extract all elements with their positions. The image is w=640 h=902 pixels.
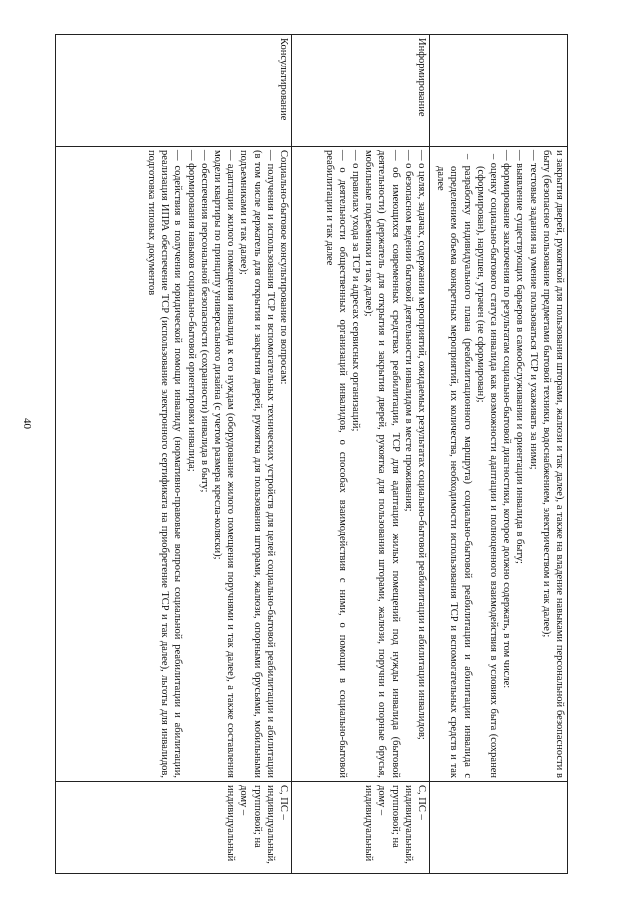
service-content-cell bbox=[56, 147, 292, 782]
content-line: — адаптации жилого помещения инвалида к его нуждам (оборудование жилого помещения поручнями и так далее), а также составления модели квартиры по принципу универсального дизайна (с учетом размера кресла-коляски); bbox=[211, 150, 237, 778]
content-line: и закрытия дверей, рукояткой для пользования шторами, жалюзи и так далее), а также на владение навыками персональной безопасности в быту (безопасное пользование предметами бытовой техники, водоснабжением, электричеством и так далее); bbox=[540, 150, 565, 778]
service-name-cell: Информирование bbox=[292, 35, 430, 147]
service-name-cell: Консультирование bbox=[56, 35, 292, 147]
content-line: — содействия в получении юридической помощи инвалиду (нормативно-правовые вопросы социальной реабилитации и абилитации, реализация ИПРА обеспечение ТСР (использование электронного сертификата на приобретение ТСР и так далее), льготы для инвалидов, подготовка типовых документов bbox=[145, 150, 184, 778]
content-line: — формирование заключения по результатам социально-бытовой диагностики, которое должно содержать, в том числе: bbox=[501, 150, 513, 689]
page-number: 40 bbox=[21, 418, 33, 429]
content-line: — получения и использования ТСР и вспомогательных технических устройств для целей социально-бытовой реабилитации и абилитации (в том числе держатель для открытия и закрытия дверей, рукоятка для пользования шторами, жалюзи, опорными брусьями, мобильными подъемниками и так далее); bbox=[238, 150, 276, 778]
service-form-cell: С, ПС – индивидуальный, групповой; на дому – индивидуальный bbox=[292, 782, 430, 874]
content-line: — выявление существующих барьеров в самообслуживании и ориентации инвалида в быту; bbox=[514, 150, 526, 564]
table-row bbox=[430, 35, 568, 874]
content-line: — о правилах ухода за ТСР и адресах сервисных организаций; bbox=[349, 150, 361, 432]
service-name-cell bbox=[430, 35, 568, 147]
content-line: Социально-бытовое консультирование по вопросам: bbox=[278, 150, 289, 385]
service-content-cell bbox=[292, 147, 430, 782]
table-row bbox=[292, 35, 430, 874]
service-form-cell: С, ПС – индивидуальный, групповой; на дому – индивидуальный bbox=[56, 782, 292, 874]
services-table-rotated bbox=[56, 34, 568, 874]
sub-list-item: – разработку индивидуального плана (реабилитационного маршрута) социально-бытовой реабилитации и абилитации инвалида с определением объема конкретных мероприятий, их количества, необходимости использования ТСР и вспомогательных средств и так далее bbox=[435, 154, 473, 778]
content-line: — тестовые задания на умение пользоваться ТСР и ухаживать за ними; bbox=[527, 150, 539, 470]
content-line: — о безопасном ведении бытовой деятельности инвалидом в месте проживания; bbox=[402, 150, 414, 512]
services-table bbox=[55, 34, 568, 874]
content-line: — обеспечения персональной безопасности (сохранности) инвалида в быту; bbox=[198, 150, 210, 493]
sub-list-item: – оценку социально-бытового статуса инвалида как возможности адаптации и полноценного взаимодействия в условиях быта (сохранен (сформирован), нарушен, утрачен (не сформирован); bbox=[474, 154, 499, 778]
service-form-cell bbox=[430, 782, 568, 874]
sub-list bbox=[434, 150, 500, 778]
content-line: — о целях, задачах, содержании мероприятий, ожидаемых результатах социально-бытовой реабилитации и абилитации инвалидов; bbox=[416, 150, 427, 740]
content-line: — о деятельности общественных организаций инвалидов, о способах взаимодействия с ними, о помощи в социально-бытовой реабилитации и так далее bbox=[323, 150, 348, 778]
content-line: — об имеющихся современных средствах реабилитации, ТСР для адаптации жилых помещений под нужды инвалида (бытовой деятельности) (держатель для открытия и закрытия дверей, рукоятка для пользования шторами, жалюзи, поручни и опорные брусья, мобильные подъемники и так далее); bbox=[363, 150, 401, 778]
service-content-cell bbox=[430, 147, 568, 782]
table-row bbox=[56, 35, 292, 874]
content-line: — формирования навыков социально-бытовой ориентировки инвалида; bbox=[185, 150, 197, 472]
